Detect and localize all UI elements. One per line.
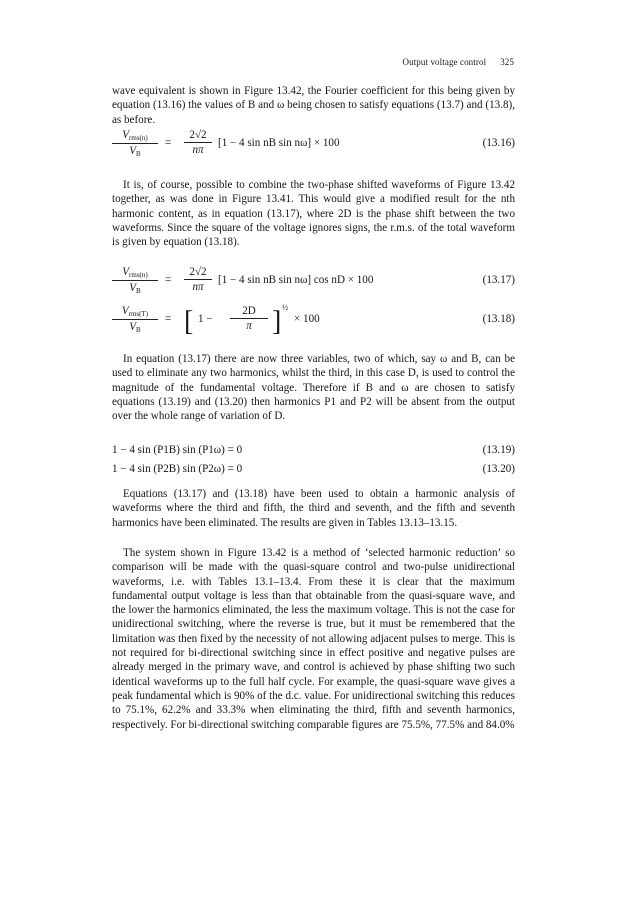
paragraph-4: Equations (13.17) and (13.18) have been used to obtain a harmonic analysis of waveforms where the third and fifth, the third and seventh, and the fifth and seventh harmonics have been eliminated. The results are given in Tables 13.13–13.15. — [112, 488, 515, 529]
equation-13-18: $V_{rms(T)}$ $V_B$ = [ 1 − 2D π ] ½ × 100 (13.18) — [112, 305, 515, 345]
paragraph-3: In equation (13.17) there are now three variables, two of which, say ω and B, can be used to eliminate any two harmonics, whilst the third, in this case D, is used to control the magnitude of the fundamental voltage. Therefore if B and ω are chosen to satisfy equations (13.19) and (13.20) then harmonics P1 and P2 will be absent from the output over the whole range of variation of D. — [112, 353, 515, 423]
eq17-coefficient: $\frac{2√2}{n\pi}$ — [184, 266, 212, 293]
eq16-number: (13.16) — [482, 137, 515, 149]
equation-13-17: $V_{rms(n)}$ $V_B$ = $\frac{2√2}{n\pi}$ [1 − 4 sin nB sin nω] cos nD × 100 (13.17) — [112, 266, 515, 306]
running-header — [403, 57, 515, 67]
paragraph-5: The system shown in Figure 13.42 is a method of ‘selected harmonic reduction’ so comparison will be made with the quasi-square control and two-pulse unidirectional waveforms, i.e. with Tables 13.1–13.4. From these it is clear that the maximum fundamental output voltage is less than that obtainable from the quasi-square wave, and the lower the harmonics eliminated, the less the maximum voltage. This is not the case for unidirectional switching, where the reverse is true, but it must be remembered that the limitation was then fixed by the necessity of not allowing adjacent pulses to merge. This is not required for bi-directional switching since in effect positive and negative pulses are already merged in the primary wave, and control is achieved by phase shifting two such identical waveforms up to the full half cycle. For example, the quasi-square wave gives a peak fundamental which is 90% of the d.c. value. For unidirectional switching this reduces to 75.1%, 62.2% and 33.3% when eliminating the third, fifth and seventh harmonics, respectively. For bi-directional switching comparable figures are 75.5%, 77.5% and 84.0% — [112, 547, 515, 731]
eq16-lhs: $V_{rms(n)}$ $V_B$ — [112, 129, 158, 158]
paragraph-2: It is, of course, possible to combine the two-phase shifted waveforms of Figure 13.42 together, as was done in Figure 13.41. This would give a modified result for the nth harmonic content, as in equation (13.17), where 2D is the phase shift between the two waveforms. Since the square of the voltage ignores signs, the r.m.s. of the total waveform is given by equation (13.18). — [112, 179, 515, 249]
eq17-number: (13.17) — [482, 274, 515, 286]
eq18-number: (13.18) — [482, 313, 515, 325]
equation-13-16: $V_{rms(n)}$ $V_B$ = $\frac{2√2}{n\pi}$ [1 − 4 sin nB sin nω] × 100 (13.16) — [112, 129, 515, 169]
paragraph-1: wave equivalent is shown in Figure 13.42, the Fourier coefficient for this being given by equation (13.16) the values of B and ω being chosen to satisfy equations (13.7) and (13.8), as before. — [112, 85, 515, 126]
equation-13-20: 1 − 4 sin (P2B) sin (P2ω) = 0 (13.20) — [112, 463, 515, 475]
header-title: Output voltage control — [402, 57, 487, 67]
eq18-lhs: $V_{rms(T)}$ $V_B$ — [112, 305, 158, 334]
eq16-body: [1 − 4 sin nB sin nω] × 100 — [218, 137, 340, 149]
right-bracket: ] — [272, 306, 282, 337]
left-bracket: [ — [184, 306, 194, 337]
page-number: 325 — [500, 57, 514, 67]
eq17-body: [1 − 4 sin nB sin nω] cos nD × 100 — [218, 274, 374, 286]
eq17-lhs: $V_{rms(n)}$ $V_B$ — [112, 266, 158, 295]
equation-13-19: 1 − 4 sin (P1B) sin (P1ω) = 0 (13.19) — [112, 444, 515, 456]
eq16-coefficient: $\frac{2√2}{n\pi}$ — [184, 129, 212, 156]
eq18-fraction: 2D π — [230, 305, 268, 332]
